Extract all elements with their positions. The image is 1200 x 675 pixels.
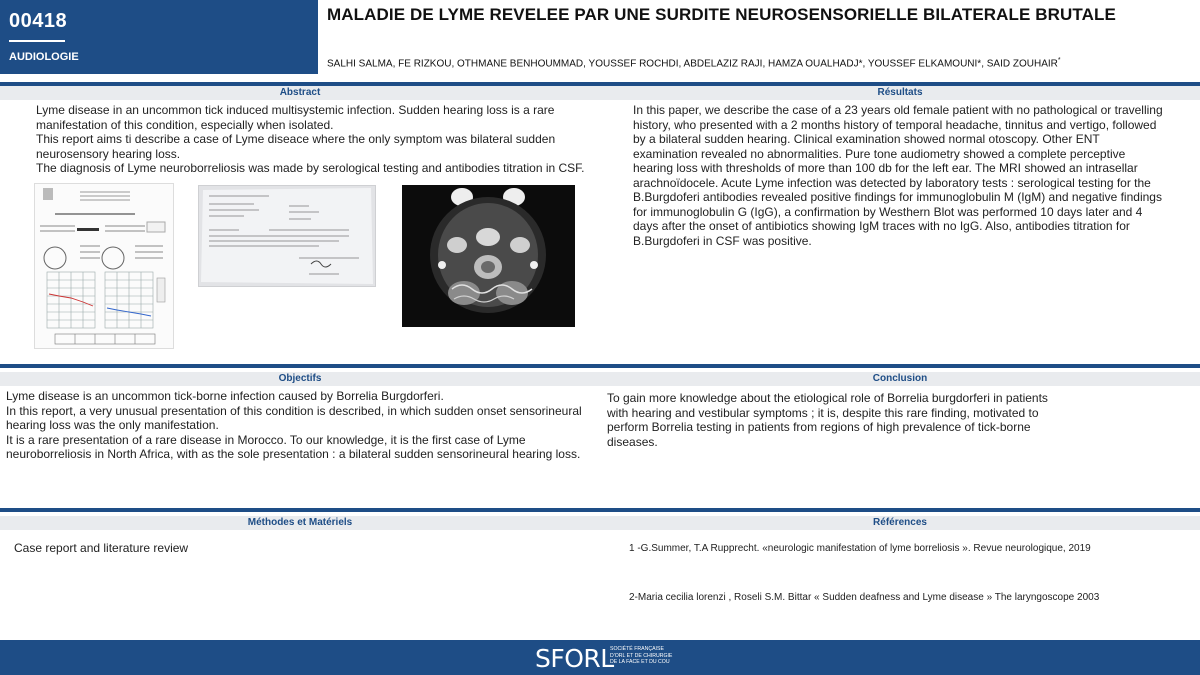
abstract-heading: Abstract — [279, 87, 321, 98]
reference-item: 1 -G.Summer, T.A Rupprecht. «neurologic manifestation of lyme borreliosis ». Revue neurologique, 2019 — [629, 543, 1091, 554]
header-divider — [9, 40, 65, 42]
abstract-paragraph: This report aims ti describe a case of Lyme diseace where the only symptom was bilateral sudden neurosensory hearing loss. — [36, 132, 556, 161]
authors-mark: * — [1057, 57, 1061, 64]
methodes-body: Case report and literature review — [14, 541, 189, 555]
author-list — [327, 57, 1197, 69]
section-header-row-1 — [0, 86, 1200, 100]
mri-image — [402, 185, 575, 327]
abstract-body — [36, 103, 586, 176]
abstract-paragraph: Lyme disease in an uncommon tick induced multisystemic infection. Sudden hearing loss is a rare manifestation of this condition, especially when isolated. — [36, 103, 555, 132]
objectifs-paragraph: Lyme disease is an uncommon tick-borne infection caused by Borrelia Burgdorferi. — [6, 389, 444, 403]
objectifs-heading: Objectifs — [278, 373, 322, 384]
poster-id-box — [0, 0, 318, 74]
resultats-heading: Résultats — [877, 87, 923, 98]
section-bar-middle — [0, 364, 1200, 368]
lab-report-drawing — [199, 186, 375, 286]
objectifs-paragraph: It is a rare presentation of a rare disease in Morocco. To our knowledge, it is the first case of Lyme neuroborreliosis in North Africa, with as the sole presentation : a bilateral sudden sensorineural hearing loss. — [6, 432, 581, 461]
abstract-paragraph: The diagnosis of Lyme neuroborreliosis was made by serological testing and antibodies titration in CSF. — [36, 161, 585, 175]
sforl-logo: SFORL — [535, 644, 614, 673]
lab-report-image — [198, 185, 376, 287]
conclusion-body: To gain more knowledge about the etiological role of Borrelia burgdorferi in patients with hearing and vestibular symptoms ; it is, despite this rare finding, motivated to perform Borrelia testing in patients from regions of high prevalence of tick-borne diseases. — [607, 391, 1048, 449]
audiogram-image — [34, 183, 174, 349]
poster-category: AUDIOLOGIE — [9, 51, 79, 63]
poster-id: 00418 — [9, 10, 68, 32]
resultats-body: In this paper, we describe the case of a 23 years old female patient with no pathological or travelling history, who presented with a 2 months history of temporal headache, tinnitus and vertigo, followed by a bilateral sudden hearing. Clinical examination showed normal otoscopy. Other ENT examination revealed no abnormalities. Pure tone audiometry showed a complete perceptive hearing loss with thresholds of more than 100 db for the left ear. The MRI showed an intrasellar arachnoïdocele. Acute Lyme infection was detected by laboratory tests : serological testing for the B.Burgdoferi antibodies revealed positive findings for immunoglobulin M (IgM) and negative findings for immunoglobulin G (IgG), a confirmation by Westhern Blot was performed 10 days later and 4 days after the onset of antibiotics showing IgM traces with no IgG. Also, antibodies titration for B.Burgdoferi in CSF was positive. — [633, 103, 1163, 248]
reference-item: 2-Maria cecilia lorenzi , Roseli S.M. Bittar « Sudden deafness and Lyme disease » The laryngoscope 2003 — [629, 592, 1100, 603]
mri-drawing — [402, 185, 575, 327]
section-header-row-3 — [0, 516, 1200, 530]
objectifs-paragraph: In this report, a very unusual presentation of this condition is described, in which sudden onset sensorineural hearing loss was the only manifestation. — [6, 403, 582, 432]
sforl-logo-subtitle: SOCIÉTÉ FRANÇAISE D'ORL ET DE CHIRURGIE DE LA FACE ET DU COU — [610, 646, 673, 666]
section-bar-bottom — [0, 508, 1200, 512]
methodes-heading: Méthodes et Matériels — [247, 517, 353, 528]
authors-text: SALHI SALMA, FE RIZKOU, OTHMANE BENHOUMMAD, YOUSSEF ROCHDI, ABDELAZIZ RAJI, HAMZA OUALHADJ*, YOUSSEF ELKAMOUNI*, SAID ZOUHAIR — [327, 58, 1058, 70]
footer — [0, 640, 1200, 675]
references-heading: Références — [873, 517, 927, 528]
conclusion-heading: Conclusion — [872, 373, 928, 384]
poster-title: MALADIE DE LYME REVELEE PAR UNE SURDITE NEUROSENSORIELLE BILATERALE BRUTALE — [327, 5, 1116, 24]
section-header-row-2 — [0, 372, 1200, 386]
audiogram-drawing — [35, 184, 173, 348]
objectifs-body — [6, 389, 602, 462]
